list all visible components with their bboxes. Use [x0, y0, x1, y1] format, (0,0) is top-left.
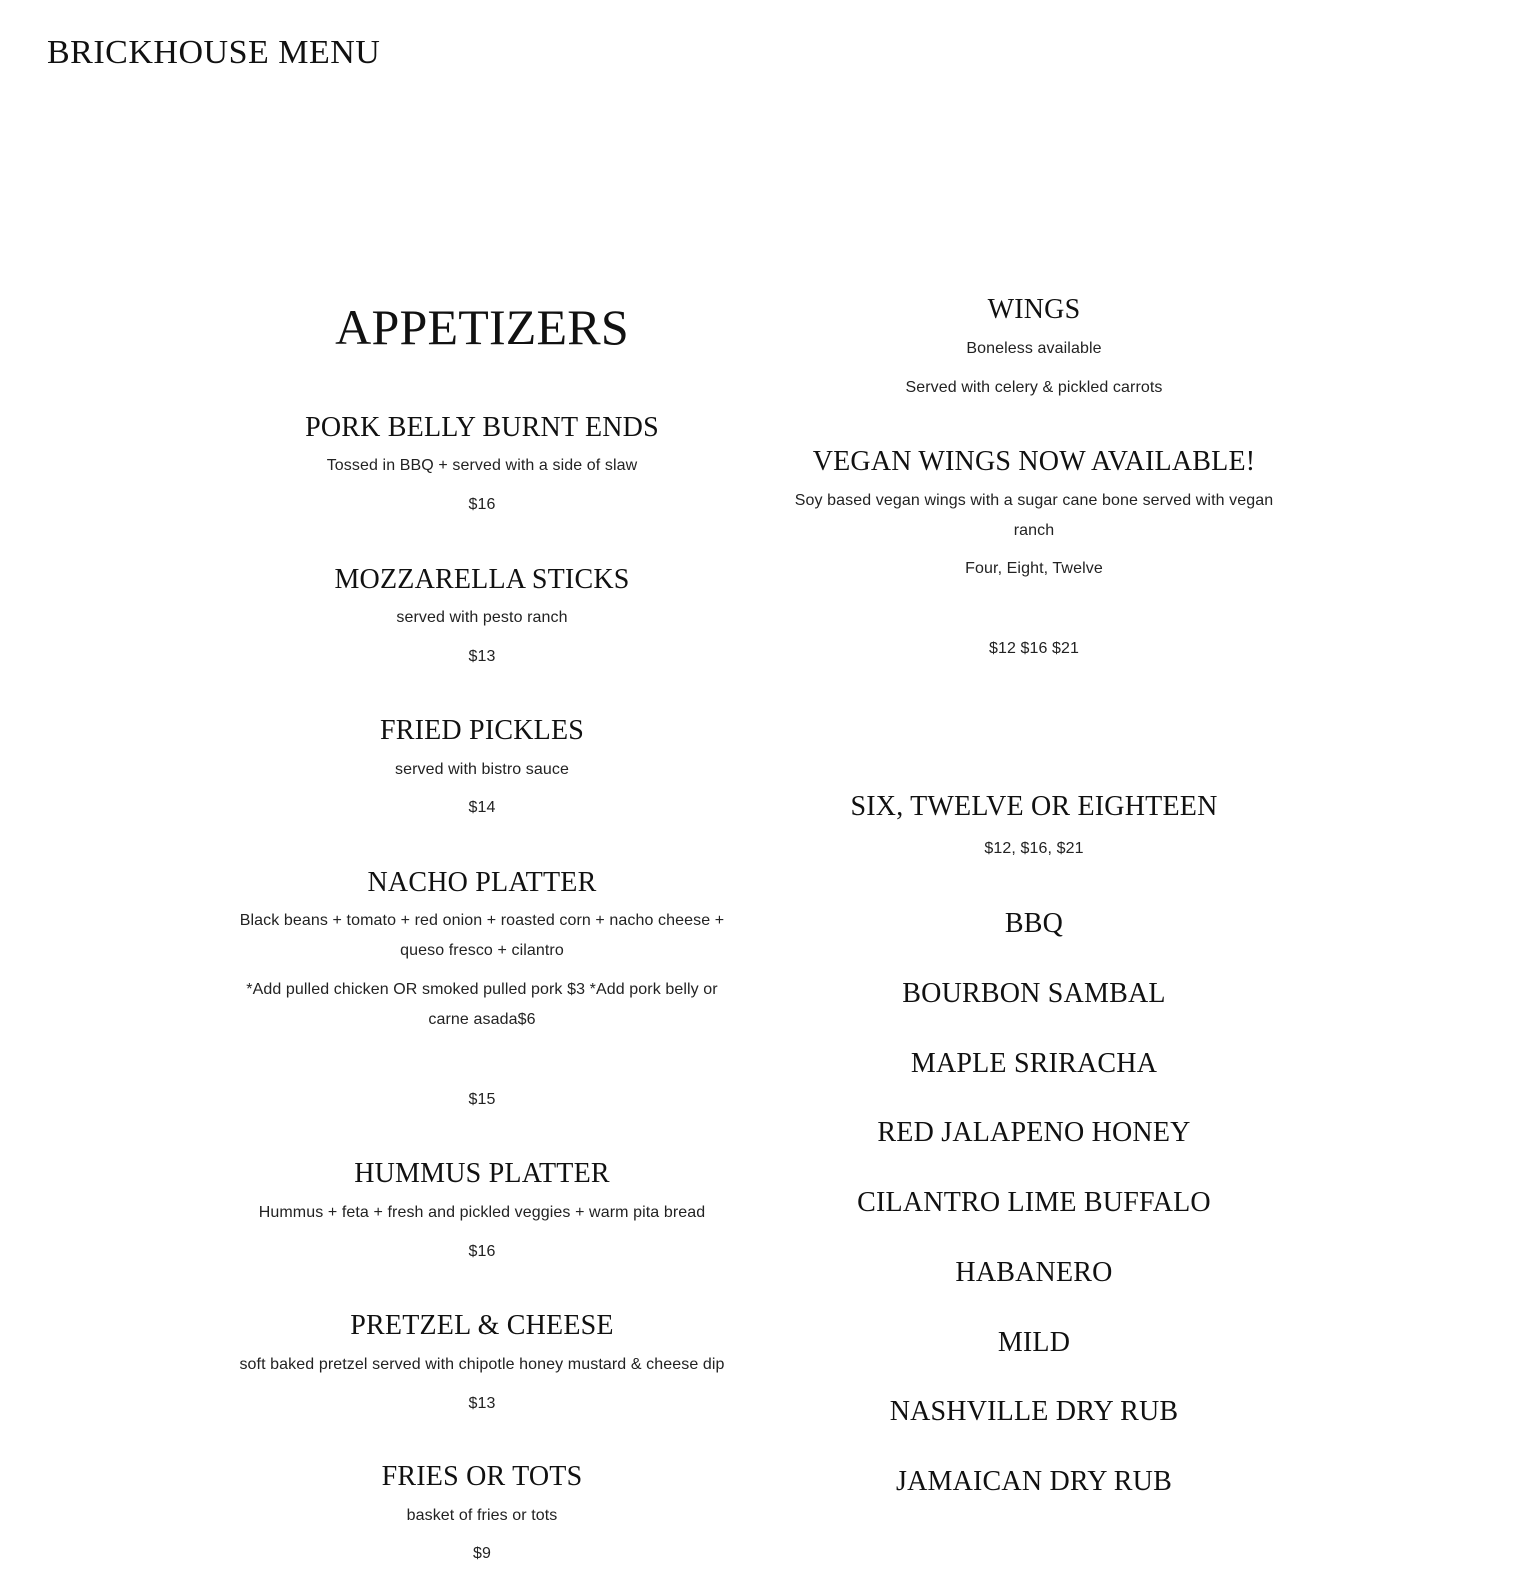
sauce-item: BBQ [1004, 908, 1064, 939]
vegan-wings-title: VEGAN WINGS NOW AVAILABLE! [812, 446, 1256, 477]
item-price: $13 [468, 648, 496, 665]
item-name: MOZZARELLA STICKS [334, 564, 630, 595]
section-title-wings: WINGS [987, 294, 1081, 325]
item-price: $16 [468, 1243, 496, 1260]
section-title-appetizers: APPETIZERS [335, 299, 629, 355]
item-description: Tossed in BBQ + served with a side of slaw [326, 457, 638, 474]
item-addon: *Add pulled chicken OR smoked pulled pork $3 *Add pork belly or carne asada$6 [246, 981, 718, 1028]
item-price: $15 [468, 1091, 496, 1108]
item-description: Hummus + feta + fresh and pickled veggies + warm pita bread [258, 1204, 706, 1221]
item-description: served with bistro sauce [394, 761, 570, 778]
item-description: soft baked pretzel served with chipotle honey mustard & cheese dip [239, 1356, 725, 1373]
item-price: $9 [473, 1545, 491, 1562]
item-description: Black beans + tomato + red onion + roasted corn + nacho cheese + queso fresco + cilantro [239, 912, 725, 959]
sauce-item: BOURBON SAMBAL [902, 978, 1166, 1009]
sauce-item: NASHVILLE DRY RUB [889, 1396, 1179, 1427]
wing-sizes-title: SIX, TWELVE OR EIGHTEEN [850, 791, 1218, 822]
item-name: HUMMUS PLATTER [354, 1158, 610, 1189]
item-description: served with pesto ranch [396, 609, 568, 626]
item-name: NACHO PLATTER [367, 867, 597, 898]
item-name: FRIES OR TOTS [381, 1461, 583, 1492]
sauce-item: MILD [997, 1327, 1071, 1358]
item-description: basket of fries or tots [406, 1507, 558, 1524]
vegan-wings-sizes: Four, Eight, Twelve [965, 560, 1103, 577]
item-price: $16 [468, 496, 496, 513]
wing-sizes-prices: $12, $16, $21 [984, 840, 1084, 857]
sauce-item: JAMAICAN DRY RUB [896, 1466, 1172, 1497]
sauce-item: RED JALAPENO HONEY [877, 1117, 1191, 1148]
site-title[interactable]: BRICKHOUSE MENU [47, 34, 381, 71]
vegan-wings-description: Soy based vegan wings with a sugar cane bone served with vegan ranch [794, 492, 1274, 539]
item-name: FRIED PICKLES [379, 715, 585, 746]
wings-boneless-note: Boneless available [966, 340, 1102, 357]
sauce-item: CILANTRO LIME BUFFALO [857, 1187, 1211, 1218]
sauce-item: MAPLE SRIRACHA [910, 1048, 1158, 1079]
item-price: $13 [468, 1395, 496, 1412]
sauce-item: HABANERO [955, 1257, 1113, 1288]
wings-served-with: Served with celery & pickled carrots [905, 379, 1163, 396]
vegan-wings-prices: $12 $16 $21 [988, 640, 1080, 657]
item-price: $14 [468, 799, 496, 816]
item-name: PORK BELLY BURNT ENDS [305, 412, 659, 443]
item-name: PRETZEL & CHEESE [350, 1310, 614, 1341]
